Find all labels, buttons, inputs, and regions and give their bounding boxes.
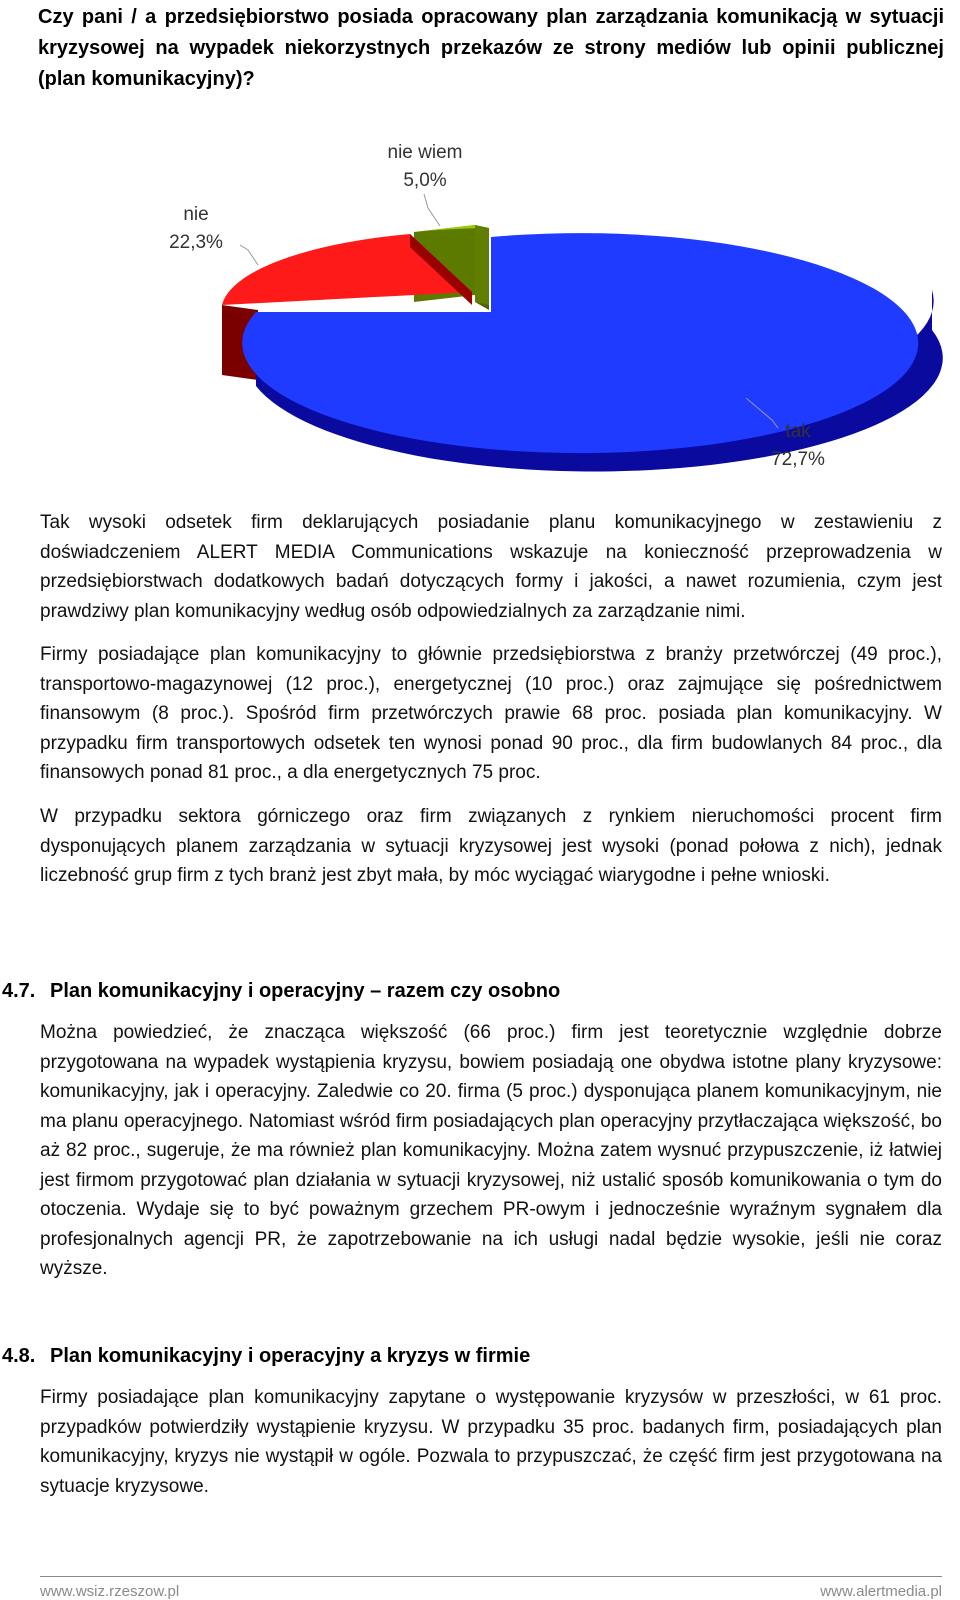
section-heading-4-8 (2, 1341, 530, 1371)
section-heading-4-7 (2, 976, 560, 1006)
paragraph-2: Firmy posiadające plan komunikacyjny to głównie przedsiębiorstwa z branży przetwórczej (49 proc.), transportowo-magazynowej (12 proc.), energetycznej (10 proc.) oraz zajmujące się pośrednictwem finansowym (8 proc.). Spośród firm przetwórczych prawie 68 proc. posiada plan komunikacyjny. W przypadku firm transportowych odsetek ten wynosi ponad 90 proc., dla firm budowlanych 84 proc., dla finansowych ponad 81 proc., a dla energetycznych 75 proc. (40, 644, 942, 783)
section-number: 4.8. (2, 1345, 36, 1367)
value-tak: 72,7% (771, 449, 825, 470)
section-number: 4.7. (2, 980, 36, 1002)
pie-chart (0, 130, 960, 490)
label-nie-wiem: nie wiem (387, 142, 463, 163)
footer-link-right[interactable]: www.alertmedia.pl (820, 1583, 942, 1600)
footer-link-left[interactable]: www.wsiz.rzeszow.pl (40, 1583, 180, 1600)
label-nie: nie (183, 204, 209, 225)
label-tak: tak (785, 421, 811, 442)
paragraph-1: Tak wysoki odsetek firm deklarujących posiadanie planu komunikacyjnego w zestawieniu z doświadczeniem ALERT MEDIA Communications wskazuje na konieczność przeprowadzenia w przedsiębiorstwach dodatkowych badań dotyczących formy i jakości, a nawet rozumienia, czym jest prawdziwy plan komunikacyjny według osób odpowiedzialnych za zarządzanie nimi. (40, 512, 942, 622)
value-nie: 22,3% (169, 232, 223, 253)
paragraph-3: W przypadku sektora górniczego oraz firm związanych z rynkiem nieruchomości procent firm dysponujących planem zarządzania w sytuacji kryzysowej jest wysoki (ponad połowa z nich), jednak liczebność grup firm z tych branż jest zbyt mała, by móc wyciągać wiarygodne i pełne wnioski. (40, 806, 942, 886)
question-title: Czy pani / a przedsiębiorstwo posiada opracowany plan zarządzania komunikacją w sytuacji kryzysowej na wypadek niekorzystnych przekazów ze strony mediów lub opinii publicznej (plan komunikacyjny)? (38, 6, 944, 90)
footer-divider (40, 1576, 942, 1577)
paragraph-4: Można powiedzieć, że znacząca większość (66 proc.) firm jest teoretycznie względnie dobrze przygotowana na wypadek wystąpienia kryzysu, bowiem posiadają one obydwa istotne plany kryzysowe: komunikacyjny, jak i operacyjny. Zaledwie co 20. firma (5 proc.) dysponująca planem komunikacyjnym, nie ma planu operacyjnego. Natomiast wśród firm posiadających plan operacyjny przytłaczająca większość, bo aż 82 proc., sugeruje, że ma również plan komunikacyjny. Można zatem wysnuć przypuszczenie, iż łatwiej jest firmom przygotować plan działania w sytuacji kryzysowej, niż ustalić sposób komunikowania o tym do otoczenia. Wydaje się to być poważnym grzechem PR-owym i jednocześnie wyraźnym sygnałem dla profesjonalnych agencji PR, że zapotrzebowanie na ich usługi nadal będzie wysokie, jeśli nie coraz wyższe. (40, 1022, 942, 1279)
leader-nie-wiem (424, 194, 440, 226)
value-nie-wiem: 5,0% (403, 170, 447, 191)
leader-nie (240, 245, 258, 265)
section-title: Plan komunikacyjny i operacyjny a kryzys w firmie (50, 1345, 531, 1367)
section-title: Plan komunikacyjny i operacyjny – razem czy osobno (50, 980, 561, 1002)
paragraph-5: Firmy posiadające plan komunikacyjny zapytane o występowanie kryzysów w przeszłości, w 61 proc. przypadków potwierdziły wystąpienie kryzysu. W przypadku 35 proc. badanych firm, posiadających plan komunikacyjny, kryzys nie wystąpił w ogóle. Pozwala to przypuszczać, że część firm jest przygotowana na sytuacje kryzysowe. (40, 1387, 942, 1497)
